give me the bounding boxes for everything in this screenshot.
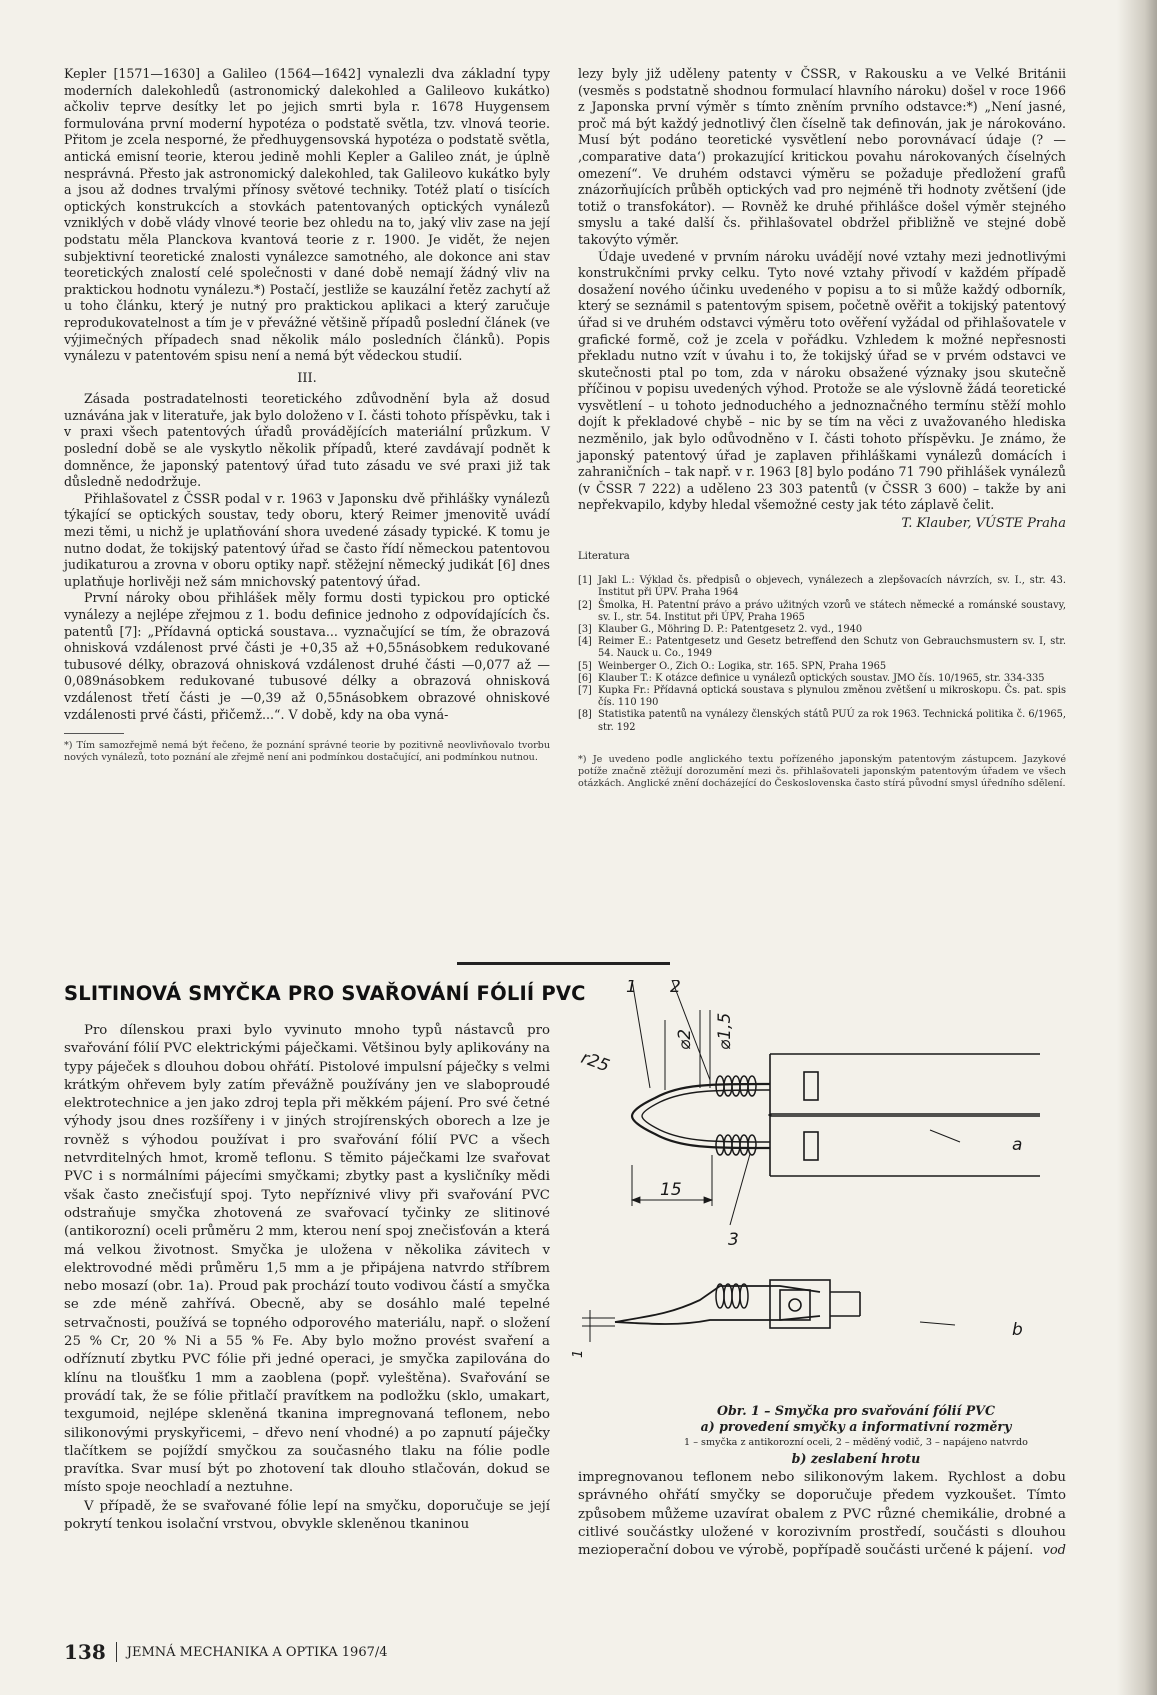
article2-right-column [578,1469,1066,1561]
label-b: b [1012,1320,1023,1340]
paragraph: Přihlašovatel z ČSSR podal v r. 1963 v Japonsku dvě přihlášky vynálezů týkající se optických soustav, tedy oboru, který Reimer jmenovitě uvádí mezi těmi, u nichž je uplatňování shora uvedené zásady typické. K tomu je nutno dodat, že tokijský patentový úřad se často řídí německou patentovou judikaturou a zrovna v oboru optiky např. stěžejní německý judikát [6] dnes uplatňuje horlivěji než sám mnichovský patentový úřad. [64,490,550,589]
caption-a: a) provedení smyčky a informativní rozměry [700,1419,1012,1434]
soldering-loop-diagram [560,980,1080,1405]
footnote-rule [64,733,124,734]
article2-signature: vod [1042,1543,1066,1559]
figure-caption [616,1403,1096,1467]
lower-holder-outline [770,1116,1040,1176]
label-r25: r25 [578,1047,613,1077]
label-dim1: 1 [571,1349,586,1358]
tip-clamp-window [780,1290,810,1320]
left-top-paragraphs [64,66,550,365]
author-signature: T. Klauber, VÚSTE Praha [901,516,1066,532]
article-heading: SLITINOVÁ SMYČKA PRO SVAŘOVÁNÍ FÓLIÍ PVC [64,982,586,1005]
paragraph: Zásada postradatelnosti teoretického zdůvodnění byla až dosud uznávána jak v literatuře, jak bylo doloženo v I. části tohoto příspěvku, tak i v praxi všech patentových úřadů provádějících materiální průzkum. V poslední době se ale vyskytlo několik případů, které zavdávají podnět k domněnce, že japonský patentový úřad tuto zásadu ve své praxi již tak důsledně nedodržuje. [64,391,550,490]
reference-item [578,600,1066,624]
caption-title: Obr. 1 – Smyčka pro svařování fólií PVC [717,1403,995,1418]
reference-list [578,575,1066,734]
page-number: 138 [64,1640,106,1664]
paragraph: impregnovanou teflonem nebo silikonovým lakem. Rychlost a dobu správného ohřátí smyčky se doporučuje předem vyzkoušet. Tímto způsobem můžeme uzavírat obalem z PVC různé chemikálie, drobné a citlivé součástky uložené v korozivním prostředí, součásti s dlouhou mezioperační dobou ve výrobě, popřípadě součásti určené k pájení. [578,1470,1066,1559]
reference-number: [4] [578,636,592,648]
right-top-paragraphs [578,66,1066,514]
paragraph: Pro dílenskou praxi bylo vyvinuto mnoho typů nástavců pro svařování fólií PVC elektrickými páječkami. Většinou byly aplikovány na typy páječek s dlouhou dobou ohřátí. Pistolové impulsní páječky s velmi krátkým ohřevem byly zatím převážně používány jen ve slaboproudé elektrotechnice a jen jako zdroj tepla při měkkém pájení. Pro své četné výhody jsou dnes rozšířeny i v jiných strojírenských oborech a lze je rovněž s výhodou používat i pro svařování fólií PVC a všech netvrditelných hmot, kromě teflonu. S těmito páječkami lze svařovat PVC i s normálními pájecími smyčkami; zbytky past a kysličníky mědi však často znečisťují spoj. Tyto nepříznivé vlivy při svařování PVC odstraňuje smyčka zhotovená ze svařovací tyčinky ze slitinové (antikorozní) oceli průměru 2 mm, kterou není spoj znečisťován a která má velkou životnost. Smyčka je uložena v několika závitech v elektrovodné mědi průměru 1,5 mm a je připájena natvrdo stříbrem nebo mosazí (obr. 1a). Proud pak prochází touto vodivou částí a smyčka se zde méně zahřívá. Obecně, aby se dosáhlo malé tepelné setrvačnosti, používá se topného odporového materiálu, např. o složení 25 % Cr, 20 % Ni a 55 % Fe. Aby bylo možno provést svaření a odříznutí zbytku PVC fólie při jedné operaci, je smyčka zapilována do klínu na tloušťku 1 mm a zaoblena (popř. vyleštěna). Svařování se provádí tak, že se fólie přitlačí pravítkem na podložku (sklo, umakart, texgumoid, nejlépe skleněná tkanina impregnovaná teflonem, nebo silikonovými pryskyřicemi, – dřevo není vhodné) a po zapnutí páječky tlačítkem se pojíždí smyčkou za současného tlaku na fólie podle pravítka. Svar musí být po zhotovení tak dlouho stlačován, dokud se místo spoje neochladí a neztuhne. [64,1023,550,1496]
label-d2: ⌀2 [675,1028,695,1050]
left-top-paragraphs-2 [64,391,550,723]
reference-number: [5] [578,660,592,672]
article2-left-paragraphs [64,1022,550,1534]
reference-text: Statistika patentů na vynálezy členských států PUÚ za rok 1963. Technická politika č. 6/1965, str. 192 [598,709,1066,733]
reference-text: Klauber T.: K otázce definice u vynálezů optických soustav. JMO čís. 10/1965, str. 334-335 [598,672,1045,684]
reference-number: [2] [578,599,592,611]
copper-coil-tip [716,1284,748,1308]
footer-divider [116,1642,117,1662]
section-number: III. [297,370,317,386]
reference-number: [6] [578,672,592,684]
label-2: 2 [670,980,681,997]
article2-right-paragraphs [578,1469,1066,1560]
literature-title: Literatura [578,550,630,562]
upper-holder-outline [770,1054,1040,1114]
reference-text: Klauber G., Möhring D. P.: Patentgesetz 2. vyd., 1940 [598,624,863,636]
caption-legend: 1 – smyčka z antikorozní oceli, 2 – měděný vodič, 3 – napájeno natvrdo [684,1437,1028,1448]
reference-number: [1] [578,575,592,587]
reference-item [578,636,1066,660]
reference-item [578,624,1066,636]
reference-text: Reimer E.: Patentgesetz und Gesetz betreffend den Schutz von Gebrauchsmustern sv. I, str. 54. Nauck u. Co., 1949 [598,636,1066,660]
paragraph: V případě, že se svařované fólie lepí na smyčku, doporučuje se její pokrytí tenkou isolační vrstvou, obvykle skleněnou tkaninou [64,1498,550,1533]
label-3: 3 [728,1230,739,1250]
page-footer [64,1640,388,1664]
label-dim15: 15 [660,1180,682,1200]
binding-shadow [1117,0,1157,1695]
reference-item [578,661,1066,673]
right-footnote: *) Je uvedeno podle anglického textu pořízeného japonským patentovým zástupcem. Jazykové potíže značně ztěžují dorozumění mezi čs. přihlašovateli japonským patentovým úřadem ve všech otázkách. Anglické znění docházející do Československa často stírá původní smysl úředního sdělení. [578,753,1066,789]
left-column-top [64,66,550,764]
paragraph: Kepler [1571—1630] a Galileo (1564—1642] vynalezli dva základní typy moderních dalekohledů (astronomický dalekohled a Galileovo kukátko) ačkoliv teprve desítky let po jejich smrti byla r. 1678 Huygensem formulována první moderní hypotéza o podstatě světla, tzv. vlnová teorie. Přitom je zcela nesporné, že předhuygensovská hypotéza o podstatě světla, antická emisní teorie, kterou jedině mohli Kepler a Galileo znát, je úplně nesprávná. Přesto jak astronomický dalekohled, tak Galileovo kukátko byly a jsou až dodnes trvalými přínosy světové techniky. Totéž platí o tisících optických konstrukcích a stovkách patentovaných optických vynálezů vzniklých v době vlády vlnové teorie bez ohledu na to, jaký vliv zase na její podstatu měla Planckova kvantová teorie z r. 1900. Je vidět, že nejen subjektivní teoretické znalosti vynálezce samotného, ale dokonce ani stav teoretických znalostí celé společnosti v dané době nemají žádný vliv na praktickou hodnotu vynálezu.*) Postačí, jestliže se kauzální řetěz zachytí až u toho článku, který je nutný pro praktickou aplikaci a který zaručuje reprodukovatelnost a tím je v převážné většině případů poslední článek (ve výjimečných případech snad několik málo posledních článků). Popis vynálezu v patentovém spisu není a nemá být vědeckou studií. [64,66,550,364]
copper-coil-upper [716,1076,756,1096]
paragraph: Údaje uvedené v prvním nároku uvádějí nové vztahy mezi jednotlivými konstrukčními prvky celku. Tyto nové vztahy přivodí v každém případě dosažení nového účinku uvedeného v popisu a to si může každý odborník, který se seznámil s patentovým spisem, početně ověřit a tokijský patentový úřad si ve druhém odstavci výměru toto ověření vyžádal od přihlašovatele v grafické formě, což je zcela v pořádku. Vzhledem k možné nepřesnosti překladu nutno vzít v úvahu i to, že tokijský úřad se v prvém odstavci ve skutečnosti ptal po tom, zda v nároku obsažené význaky jsou skutečně příčinou v popisu uvedených výhod. Protože se ale výslovně žádá teoretické vysvětlení – u tohoto jednoduchého a jednoznačného termínu stěží mohlo dojít k překladové chybě – nic by se tím na věci z uvažovaného hlediska nezměnilo, jak bylo odůvodněno v I. části tohoto příspěvku. Je známo, že japonský patentový úřad je zaplaven přihláškami vynálezů domácích i zahraničních – tak např. v r. 1963 [8] bylo podáno 71 790 přihlášek vynálezů (v ČSSR 7 222) a uděleno 23 303 patentů (v ČSSR 3 600) – takže by ani nepřekvapilo, kdyby hledal všemožné cesty jak této záplavě čelit. [578,248,1066,513]
reference-number: [8] [578,709,592,721]
paragraph: lezy byly již uděleny patenty v ČSSR, v Rakousku a ve Velké Británii (vesměs s podstatně shodnou formulací hlavního nároku) došel v roce 1966 z Japonska první výměr s tímto zněním prvního odstavce:*) „Není jasné, proč má být každý jednotlivý člen číselně tak definován, jak je nárokováno. Musí být podáno teoretické vysvětlení nebo porovnávací údaje (? — ‚comparative data‘) prokazující kritickou povahu nárokovaných číselných omezení“. Ve druhém odstavci výměru se požaduje předložení grafů znázorňujících průběh optických vad pro nejméně tři hodnoty zvětšení (jde totiž o transfokátor). — Rovněž ke druhé přihlášce došel výměr stejného smyslu a také další čs. přihlašovatel obdržel přibližně ve stejné době takovýto výměr. [578,66,1066,247]
caption-b: b) zeslabení hrotu [791,1451,921,1466]
reference-text: Šmolka, H. Patentní právo a právo užitných vzorů ve státech německé a románské soustavy, sv. I., str. 54. Institut při ÚPV, Praha 1965 [598,599,1066,623]
article2-left-column [64,1022,550,1534]
reference-text: Weinberger O., Zich O.: Logika, str. 165. SPN, Praha 1965 [598,660,887,672]
lower-screw [804,1132,818,1160]
label-a: a [1012,1135,1023,1155]
reference-item [578,575,1066,599]
paragraph: První nároky obou přihlášek měly formu dosti typickou pro optické vynálezy a nejlépe zřejmou z 1. bodu definice jednoho z odpovídajících čs. patentů [7]: „Přídavná optická soustava... vyznačující se tím, že obrazová ohnisková vzdálenost prvé části je +0,35 až +0,55násobkem redukované tubusové délky, obrazová ohnisková vzdálenost druhé části —0,077 až —0,089násobkem redukované tubusové délky a obrazová ohnisková vzdálenost třetí části je —0,39 až 0,55násobkem obrazové ohniskové vzdálenosti prvé části, přičemž...“. V době, kdy na oba vyná- [64,590,550,722]
journal-name: JEMNÁ MECHANIKA A OPTIKA 1967/4 [126,1644,388,1660]
label-d15: ⌀1,5 [715,1012,735,1050]
upper-screw [804,1072,818,1100]
reference-item [578,673,1066,685]
reference-item [578,709,1066,733]
copper-coil-lower [716,1135,756,1155]
reference-number: [3] [578,624,592,636]
reference-text: Jakl L.: Výklad čs. předpisů o objevech, vynálezech a zlepšovacích návrzích, sv. I., str. 43. Institut při ÚPV. Praha 1964 [598,575,1066,599]
reference-text: Kupka Fr.: Přídavná optická soustava s plynulou změnou zvětšení u mikroskopu. Čs. pat. spis čís. 110 190 [598,685,1066,709]
article-separator-rule [457,962,670,965]
reference-item [578,685,1066,709]
right-column-top [578,66,1066,790]
left-footnote: *) Tím samozřejmě nemá být řečeno, že poznání správné teorie by pozitivně neovlivňovalo tvorbu nových vynálezů, toto poznání ale zřejmě není ani podmínkou dostačující, ani podmínkou nutnou. [64,740,550,764]
reference-number: [7] [578,685,592,697]
label-1: 1 [626,980,637,997]
